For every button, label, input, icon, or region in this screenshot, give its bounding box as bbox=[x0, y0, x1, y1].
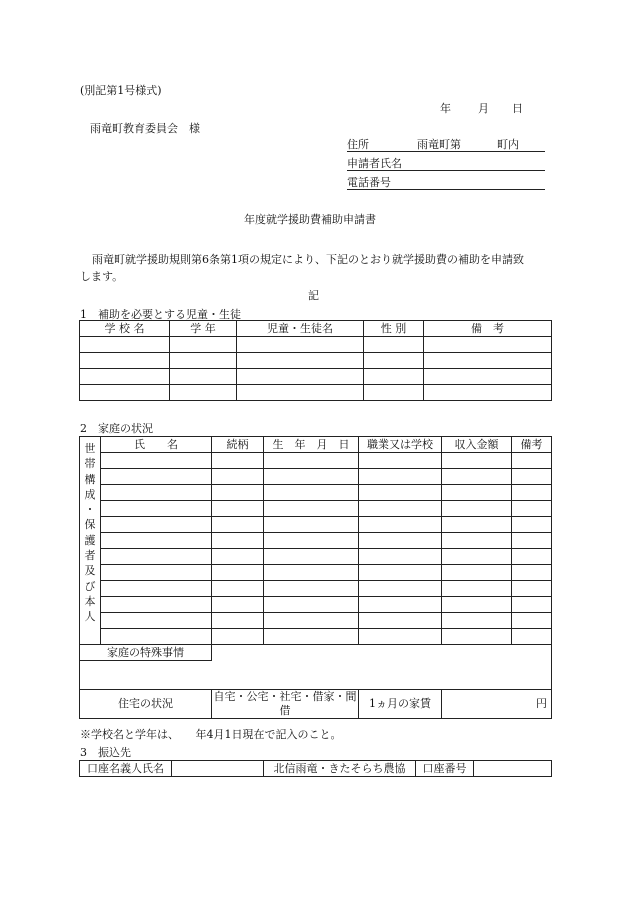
table-row bbox=[80, 485, 552, 501]
table-cell[interactable] bbox=[237, 385, 364, 401]
housing-row bbox=[80, 690, 552, 719]
page-title: 年度就学援助費補助申請書 bbox=[244, 213, 376, 226]
table-cell[interactable] bbox=[264, 549, 359, 565]
table-cell[interactable] bbox=[212, 469, 264, 485]
note: ※学校名と学年は、 年4月1日現在で記入のこと。 bbox=[80, 728, 342, 741]
date-day-label: 日 bbox=[512, 102, 523, 115]
table-cell[interactable] bbox=[512, 597, 552, 613]
table-cell[interactable] bbox=[442, 453, 512, 469]
table-row bbox=[80, 385, 552, 401]
table-cell[interactable] bbox=[212, 485, 264, 501]
household-table bbox=[79, 436, 552, 719]
rent-label: 1ヵ月の家賃 bbox=[359, 690, 442, 719]
table-header-row bbox=[80, 321, 552, 337]
section2-heading: 2 家庭の状況 bbox=[80, 422, 153, 435]
table-cell[interactable] bbox=[512, 517, 552, 533]
table-cell[interactable] bbox=[442, 549, 512, 565]
table-cell[interactable] bbox=[264, 501, 359, 517]
col-header-name: 氏 名 bbox=[101, 437, 212, 453]
table-cell[interactable] bbox=[212, 629, 264, 645]
address-label: 住所 bbox=[347, 138, 369, 151]
table-row bbox=[80, 761, 552, 777]
table-cell[interactable] bbox=[359, 453, 442, 469]
address-town: 雨竜町第 bbox=[417, 138, 461, 151]
table-cell[interactable] bbox=[442, 629, 512, 645]
table-cell[interactable] bbox=[264, 485, 359, 501]
table-cell[interactable] bbox=[80, 337, 170, 353]
table-cell[interactable] bbox=[170, 337, 237, 353]
table-cell[interactable] bbox=[264, 517, 359, 533]
table-cell[interactable] bbox=[80, 353, 170, 369]
col-header-remarks: 備考 bbox=[512, 437, 552, 453]
table-cell[interactable] bbox=[442, 469, 512, 485]
table-cell[interactable] bbox=[512, 453, 552, 469]
table-cell[interactable] bbox=[424, 353, 552, 369]
table-row bbox=[80, 501, 552, 517]
applicant-name-label: 申請者氏名 bbox=[347, 157, 402, 170]
table-cell[interactable] bbox=[359, 533, 442, 549]
table-cell[interactable] bbox=[442, 565, 512, 581]
table-header-row bbox=[80, 437, 552, 453]
table-row bbox=[80, 369, 552, 385]
rent-field[interactable] bbox=[442, 690, 552, 719]
address-suffix: 町内 bbox=[497, 138, 519, 151]
account-number-field[interactable] bbox=[474, 761, 552, 777]
table-cell[interactable] bbox=[359, 549, 442, 565]
table-cell[interactable] bbox=[80, 369, 170, 385]
table-cell[interactable] bbox=[212, 501, 264, 517]
table-cell[interactable] bbox=[101, 549, 212, 565]
table-cell[interactable] bbox=[101, 613, 212, 629]
body-line-1: 雨竜町就学援助規則第6条第1項の規定により、下記のとおり就学援助費の補助を申請致 bbox=[92, 253, 524, 266]
table-cell[interactable] bbox=[264, 629, 359, 645]
table-cell[interactable] bbox=[237, 369, 364, 385]
table-cell[interactable] bbox=[512, 549, 552, 565]
date-month-label: 月 bbox=[478, 102, 489, 115]
table-cell[interactable] bbox=[442, 533, 512, 549]
applicant-name-field[interactable] bbox=[347, 155, 545, 171]
address-field[interactable] bbox=[347, 136, 545, 152]
table-cell[interactable] bbox=[442, 501, 512, 517]
col-header-school: 学 校 名 bbox=[80, 321, 170, 337]
table-cell[interactable] bbox=[512, 469, 552, 485]
col-header-income: 収入金額 bbox=[442, 437, 512, 453]
table-row bbox=[80, 453, 552, 469]
table-cell[interactable] bbox=[359, 581, 442, 597]
table-cell[interactable] bbox=[101, 469, 212, 485]
rent-unit: 円 bbox=[536, 697, 547, 710]
table-cell[interactable] bbox=[359, 501, 442, 517]
special-circumstances-row bbox=[80, 661, 552, 690]
table-row bbox=[80, 613, 552, 629]
special-circumstances-label-row bbox=[80, 645, 552, 661]
col-header-sex: 性 別 bbox=[364, 321, 424, 337]
table-cell[interactable] bbox=[512, 565, 552, 581]
table-cell[interactable] bbox=[170, 353, 237, 369]
col-header-student-name: 児童・生徒名 bbox=[237, 321, 364, 337]
table-cell[interactable] bbox=[359, 485, 442, 501]
table-cell[interactable] bbox=[237, 353, 364, 369]
table-cell[interactable] bbox=[442, 613, 512, 629]
table-cell[interactable] bbox=[101, 501, 212, 517]
bank-table bbox=[79, 760, 552, 777]
col-header-birthdate: 生 年 月 日 bbox=[264, 437, 359, 453]
household-vertical-label: 世 帯 構 成 ・ 保 護 者 及 び 本 人 bbox=[80, 437, 101, 645]
table-row bbox=[80, 533, 552, 549]
table-cell[interactable] bbox=[101, 597, 212, 613]
table-cell[interactable] bbox=[512, 629, 552, 645]
table-cell[interactable] bbox=[170, 385, 237, 401]
table-cell[interactable] bbox=[424, 369, 552, 385]
children-table bbox=[79, 320, 552, 401]
table-cell[interactable] bbox=[364, 353, 424, 369]
table-cell[interactable] bbox=[212, 613, 264, 629]
ki-mark: 記 bbox=[308, 289, 319, 302]
col-header-occupation: 職業又は学校 bbox=[359, 437, 442, 453]
table-cell[interactable] bbox=[212, 533, 264, 549]
table-cell[interactable] bbox=[424, 337, 552, 353]
date-year-label: 年 bbox=[440, 102, 451, 115]
table-row bbox=[80, 469, 552, 485]
bank-name: 北信雨竜・きたそらち農協 bbox=[264, 761, 416, 777]
housing-label: 住宅の状況 bbox=[80, 690, 212, 719]
housing-options[interactable]: 自宅・公宅・社宅・借家・間借 bbox=[213, 690, 357, 717]
table-cell[interactable] bbox=[442, 597, 512, 613]
table-cell[interactable] bbox=[364, 385, 424, 401]
table-cell[interactable] bbox=[512, 613, 552, 629]
table-cell[interactable] bbox=[424, 385, 552, 401]
table-cell[interactable] bbox=[101, 517, 212, 533]
table-cell[interactable] bbox=[264, 565, 359, 581]
col-header-remarks: 備 考 bbox=[424, 321, 552, 337]
table-cell[interactable] bbox=[170, 369, 237, 385]
table-cell[interactable] bbox=[264, 533, 359, 549]
table-cell[interactable] bbox=[359, 517, 442, 533]
table-row bbox=[80, 581, 552, 597]
table-cell[interactable] bbox=[359, 597, 442, 613]
table-cell[interactable] bbox=[442, 485, 512, 501]
table-row bbox=[80, 353, 552, 369]
special-circumstances-field[interactable] bbox=[80, 661, 552, 690]
section3-heading: 3 振込先 bbox=[80, 746, 131, 759]
table-cell[interactable] bbox=[212, 581, 264, 597]
table-cell[interactable] bbox=[512, 485, 552, 501]
table-cell[interactable] bbox=[101, 453, 212, 469]
table-cell[interactable] bbox=[264, 469, 359, 485]
special-circumstances-blank bbox=[212, 645, 552, 661]
table-cell[interactable] bbox=[101, 485, 212, 501]
table-cell[interactable] bbox=[212, 565, 264, 581]
table-cell[interactable] bbox=[237, 337, 364, 353]
table-cell[interactable] bbox=[80, 385, 170, 401]
form-id: (別記第1号様式) bbox=[80, 84, 162, 97]
body-line-2: します。 bbox=[80, 270, 124, 283]
table-cell[interactable] bbox=[512, 501, 552, 517]
table-cell[interactable] bbox=[364, 337, 424, 353]
table-cell[interactable] bbox=[359, 629, 442, 645]
col-header-relation: 続柄 bbox=[212, 437, 264, 453]
col-header-grade: 学 年 bbox=[170, 321, 237, 337]
special-circumstances-label: 家庭の特殊事情 bbox=[80, 645, 212, 661]
account-name-field[interactable] bbox=[172, 761, 264, 777]
phone-field[interactable] bbox=[347, 174, 545, 190]
table-cell[interactable] bbox=[442, 581, 512, 597]
table-cell[interactable] bbox=[264, 581, 359, 597]
table-cell[interactable] bbox=[264, 597, 359, 613]
table-cell[interactable] bbox=[212, 597, 264, 613]
addressee: 雨竜町教育委員会 様 bbox=[90, 122, 200, 135]
table-cell[interactable] bbox=[359, 565, 442, 581]
table-cell[interactable] bbox=[359, 613, 442, 629]
table-cell[interactable] bbox=[101, 533, 212, 549]
table-cell[interactable] bbox=[212, 453, 264, 469]
table-cell[interactable] bbox=[442, 517, 512, 533]
table-cell[interactable] bbox=[101, 565, 212, 581]
table-row bbox=[80, 549, 552, 565]
table-row bbox=[80, 517, 552, 533]
table-cell[interactable] bbox=[101, 629, 212, 645]
table-row bbox=[80, 629, 552, 645]
account-name-label: 口座名義人氏名 bbox=[80, 761, 172, 777]
phone-label: 電話番号 bbox=[347, 176, 391, 189]
table-cell[interactable] bbox=[264, 453, 359, 469]
table-cell[interactable] bbox=[101, 581, 212, 597]
table-cell[interactable] bbox=[512, 581, 552, 597]
table-cell[interactable] bbox=[364, 369, 424, 385]
table-cell[interactable] bbox=[512, 533, 552, 549]
table-cell[interactable] bbox=[212, 517, 264, 533]
table-cell[interactable] bbox=[359, 469, 442, 485]
account-number-label: 口座番号 bbox=[416, 761, 474, 777]
table-cell[interactable] bbox=[264, 613, 359, 629]
table-row bbox=[80, 337, 552, 353]
section1-heading: 1 補助を必要とする児童・生徒 bbox=[80, 308, 241, 321]
table-row bbox=[80, 597, 552, 613]
table-row bbox=[80, 565, 552, 581]
table-cell[interactable] bbox=[212, 549, 264, 565]
